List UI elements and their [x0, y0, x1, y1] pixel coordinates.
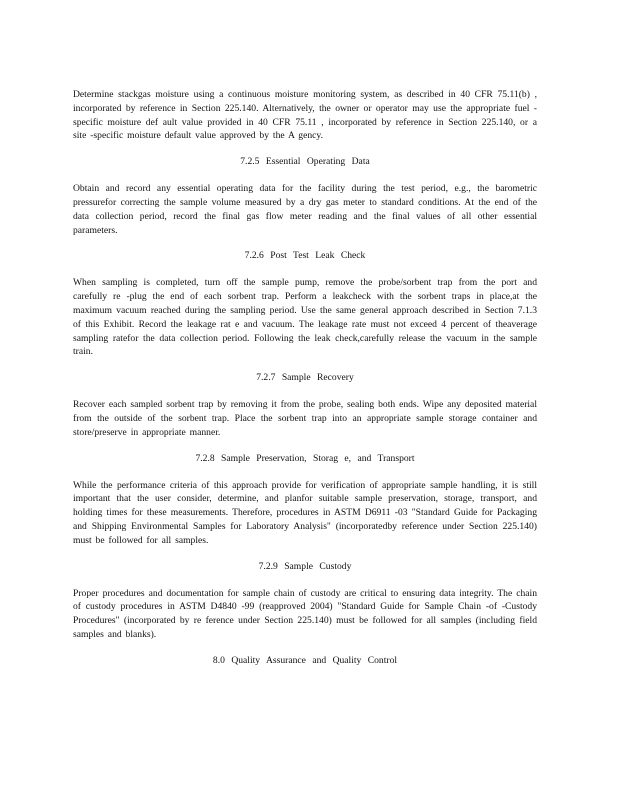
section-heading-7-2-6: 7.2.6 Post Test Leak Check: [244, 250, 366, 262]
section-heading-7-2-5: 7.2.5 Essential Operating Data: [240, 156, 370, 168]
section-heading-7-2-8: 7.2.8 Sample Preservation, Storag e, and Transport: [195, 452, 415, 464]
section-heading-8-0: 8.0 Quality Assurance and Quality Control: [212, 654, 398, 666]
moisture-paragraph: Determine stackgas moisture using a continuous moisture monitoring system, as described in 40 CFR 75.11(b) , incorporated by reference in Section 225.140. Alternatively, the owner or operator may use the appropriate fuel -specific moisture def ault value provided in 40 CFR 75.11 , incorporated by reference in Section 225.140, or a site -specific moisture default value approved by the A gency.: [73, 89, 537, 142]
sample-recovery-paragraph: Recover each sampled sorbent trap by removing it from the probe, sealing both ends. Wipe any deposited material from the outside of the sorbent trap. Place the sorbent trap into an appropriate sample storage container and store/preserve in appropriate manner.: [73, 399, 537, 438]
post-test-leak-check-paragraph: When sampling is completed, turn off the sample pump, remove the probe/sorbent trap from the port and carefully re -plug the end of each sorbent trap. Perform a leakcheck with the sorbent traps in place,at the maximum vacuum reached during the sampling period. Use the same general approach described in Section 7.1.3 of this Exhibit. Record the leakage rat e and vacuum. The leakage rate must not exceed 4 percent of theaverage sampling ratefor the data collection period. Following the leak check,carefully release the vacuum in the sample train.: [73, 277, 537, 358]
section-heading-7-2-9: 7.2.9 Sample Custody: [258, 560, 352, 572]
essential-operating-data-paragraph: Obtain and record any essential operating data for the facility during the test period, e.g., the barometric pressurefor correcting the sample volume measured by a dry gas meter to standard conditions. At the end of the data collection period, record the final gas flow meter reading and the final values of all other essential parameters.: [73, 183, 537, 236]
sample-custody-paragraph: Proper procedures and documentation for sample chain of custody are critical to ensuring data integrity. The chain of custody procedures in ASTM D4840 -99 (reapproved 2004) "Standard Guide for Sample Chain -of -Custody Procedures" (incorporated by re ference under Section 225.140) must be followed for all samples (including field samples and blanks).: [73, 587, 537, 640]
section-heading-7-2-7: 7.2.7 Sample Recovery: [256, 372, 354, 384]
document-page: [73, 88, 537, 667]
sample-preservation-paragraph: While the performance criteria of this approach provide for verification of appropriate sample handling, it is still important that the user consider, determine, and planfor suitable sample preservation, storage, transport, and holding times for these measurements. Therefore, procedures in ASTM D6911 -03 "Standard Guide for Packaging and Shipping Environmental Samples for Laboratory Analysis" (incorporatedby reference under Section 225.140) must be followed for all samples.: [73, 479, 537, 546]
